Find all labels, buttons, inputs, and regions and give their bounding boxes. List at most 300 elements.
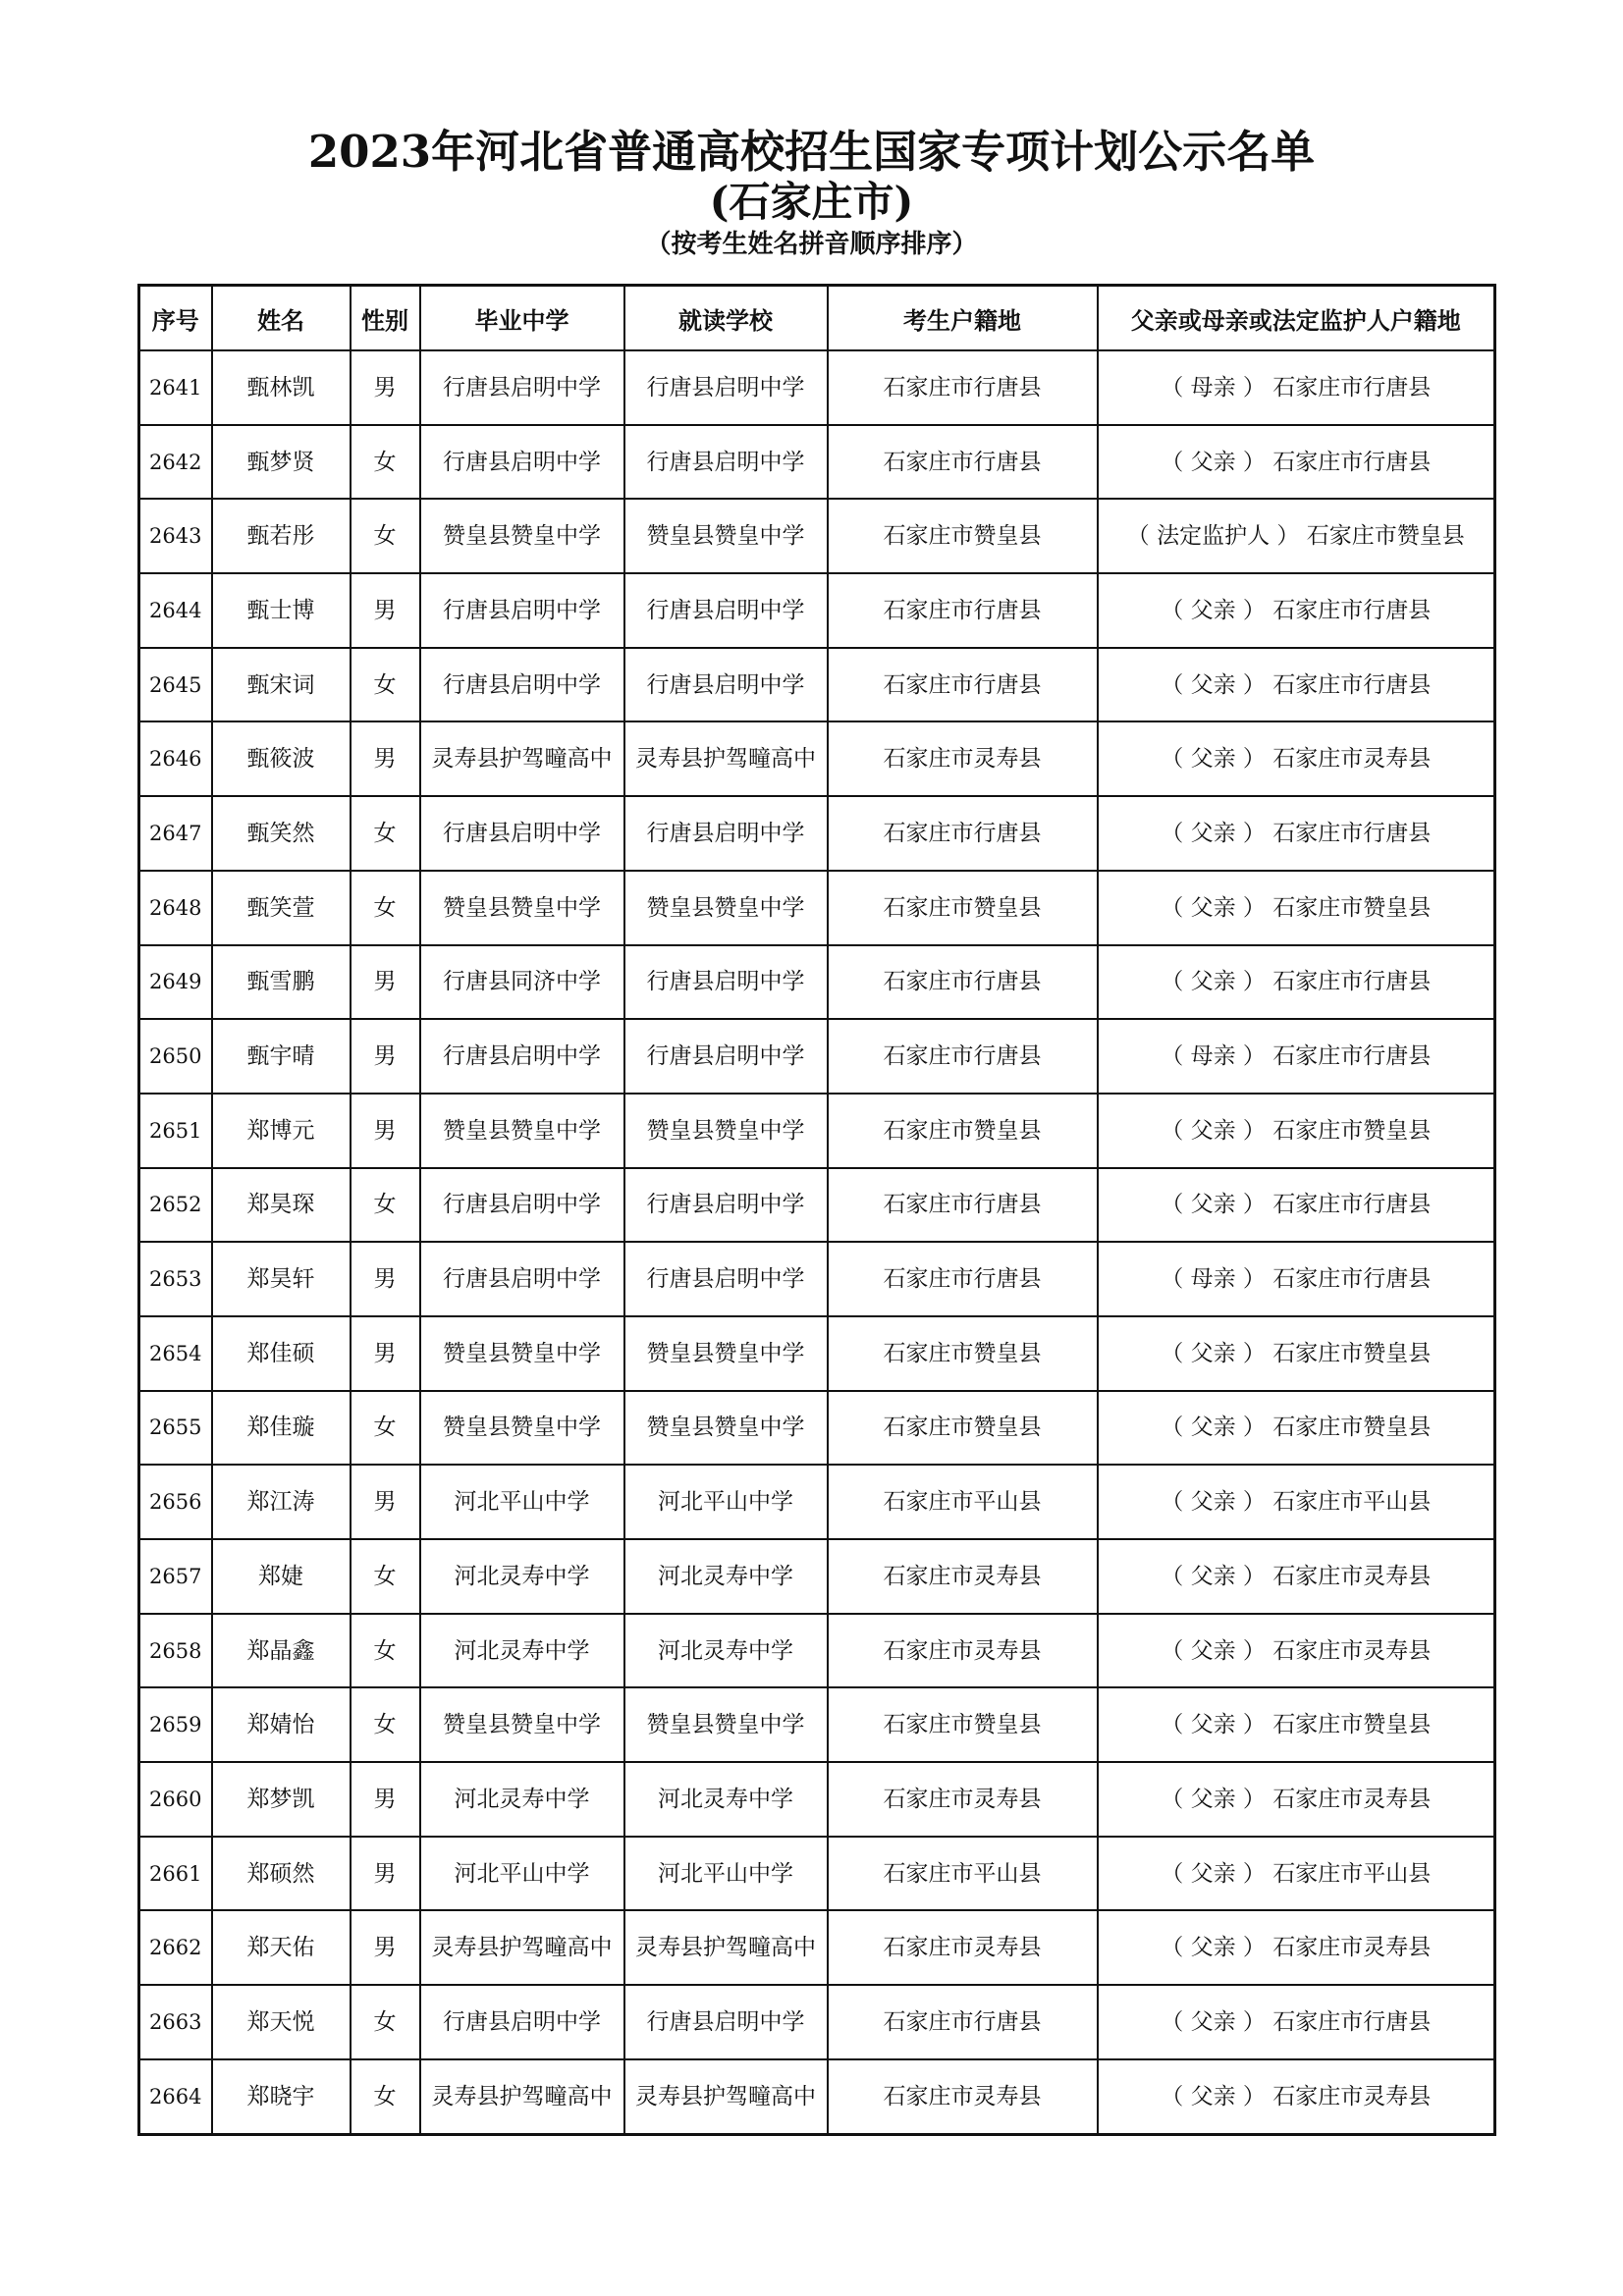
gender-cell: 女	[351, 1985, 420, 2059]
current-school-cell: 灵寿县护驾疃高中	[624, 2059, 828, 2134]
hukou-cell: 石家庄市灵寿县	[828, 1762, 1098, 1837]
seq-cell: 2657	[139, 1539, 212, 1614]
current-school-cell: 赞皇县赞皇中学	[624, 1094, 828, 1168]
open-paren: （	[1161, 1489, 1191, 1516]
parent-hukou-cell	[1098, 425, 1495, 500]
parent-place: 石家庄市灵寿县	[1272, 2083, 1432, 2109]
parent-hukou-cell	[1098, 1019, 1495, 1094]
gender-cell: 男	[351, 1465, 420, 1539]
parent-place: 石家庄市赞皇县	[1272, 1117, 1432, 1144]
relation-label: 父亲	[1190, 1415, 1236, 1441]
open-paren: （	[1161, 820, 1191, 846]
close-paren: ）	[1235, 746, 1273, 773]
relation-label: 父亲	[1190, 1860, 1236, 1887]
seq-cell: 2659	[139, 1687, 212, 1762]
table-row	[139, 1762, 1495, 1837]
open-paren: （	[1161, 746, 1191, 773]
grad-school-cell: 行唐县启明中学	[420, 573, 624, 648]
table-row	[139, 1242, 1495, 1316]
hukou-cell: 石家庄市赞皇县	[828, 871, 1098, 945]
name-cell: 郑婧怡	[212, 1687, 351, 1762]
name-cell: 郑天悦	[212, 1985, 351, 2059]
open-paren: （	[1161, 1786, 1191, 1812]
sort-note: （按考生姓名拼音顺序排序）	[645, 230, 978, 259]
grad-school-cell: 河北灵寿中学	[420, 1762, 624, 1837]
gender-cell: 男	[351, 1242, 420, 1316]
close-paren: ）	[1235, 597, 1273, 623]
gender-cell: 男	[351, 1837, 420, 1911]
parent-place: 石家庄市灵寿县	[1272, 1563, 1432, 1589]
parent-place: 石家庄市行唐县	[1272, 820, 1432, 846]
gender-cell: 女	[351, 499, 420, 573]
relation-label: 母亲	[1190, 1043, 1236, 1070]
parent-hukou-cell	[1098, 573, 1495, 648]
name-cell: 郑天佑	[212, 1910, 351, 1985]
name-cell: 甄笑然	[212, 796, 351, 871]
current-school-cell: 行唐县启明中学	[624, 648, 828, 722]
hukou-cell: 石家庄市行唐县	[828, 350, 1098, 425]
name-cell: 郑梦凯	[212, 1762, 351, 1837]
gender-cell: 女	[351, 1391, 420, 1466]
open-paren: （	[1161, 1563, 1191, 1589]
relation-label: 父亲	[1190, 820, 1236, 846]
current-school-cell: 河北灵寿中学	[624, 1614, 828, 1688]
gender-cell: 男	[351, 350, 420, 425]
parent-place: 石家庄市行唐县	[1272, 671, 1432, 698]
parent-hukou-cell	[1098, 499, 1495, 573]
hukou-cell: 石家庄市灵寿县	[828, 1539, 1098, 1614]
table-row	[139, 1316, 1495, 1391]
table-row	[139, 1168, 1495, 1243]
relation-label: 父亲	[1190, 1563, 1236, 1589]
open-paren: （	[1161, 1415, 1191, 1441]
header-gender: 性别	[351, 286, 420, 351]
hukou-cell: 石家庄市灵寿县	[828, 1614, 1098, 1688]
seq-cell: 2645	[139, 648, 212, 722]
table-row	[139, 573, 1495, 648]
hukou-cell: 石家庄市赞皇县	[828, 499, 1098, 573]
seq-cell: 2642	[139, 425, 212, 500]
seq-cell: 2662	[139, 1910, 212, 1985]
current-school-cell: 行唐县启明中学	[624, 1242, 828, 1316]
parent-place: 石家庄市平山县	[1272, 1489, 1432, 1516]
current-school-cell: 行唐县启明中学	[624, 425, 828, 500]
open-paren: （	[1161, 2008, 1191, 2035]
current-school-cell: 行唐县启明中学	[624, 1019, 828, 1094]
parent-hukou-cell	[1098, 945, 1495, 1020]
parent-place: 石家庄市行唐县	[1272, 969, 1432, 995]
relation-label: 父亲	[1190, 1117, 1236, 1144]
seq-cell: 2654	[139, 1316, 212, 1391]
parent-hukou-cell	[1098, 1985, 1495, 2059]
grad-school-cell: 河北灵寿中学	[420, 1614, 624, 1688]
relation-label: 父亲	[1190, 1712, 1236, 1738]
hukou-cell: 石家庄市行唐县	[828, 648, 1098, 722]
parent-place: 石家庄市行唐县	[1272, 449, 1432, 475]
current-school-cell: 行唐县启明中学	[624, 573, 828, 648]
grad-school-cell: 行唐县启明中学	[420, 350, 624, 425]
hukou-cell: 石家庄市灵寿县	[828, 1910, 1098, 1985]
table-row	[139, 1391, 1495, 1466]
close-paren: ）	[1235, 1935, 1273, 1961]
relation-label: 父亲	[1190, 1192, 1236, 1218]
hukou-cell: 石家庄市灵寿县	[828, 2059, 1098, 2134]
current-school-cell: 行唐县启明中学	[624, 1985, 828, 2059]
grad-school-cell: 河北灵寿中学	[420, 1539, 624, 1614]
relation-label: 父亲	[1190, 2008, 1236, 2035]
grad-school-cell: 灵寿县护驾疃高中	[420, 2059, 624, 2134]
page-title: 2023年河北省普通高校招生国家专项计划公示名单	[307, 126, 1316, 178]
table-row	[139, 1985, 1495, 2059]
table-row	[139, 1539, 1495, 1614]
current-school-cell: 河北平山中学	[624, 1837, 828, 1911]
table-row	[139, 1465, 1495, 1539]
open-paren: （	[1161, 1192, 1191, 1218]
name-cell: 郑硕然	[212, 1837, 351, 1911]
hukou-cell: 石家庄市行唐县	[828, 945, 1098, 1020]
relation-label: 父亲	[1190, 671, 1236, 698]
current-school-cell: 行唐县启明中学	[624, 796, 828, 871]
gender-cell: 女	[351, 871, 420, 945]
name-cell: 郑晓宇	[212, 2059, 351, 2134]
parent-place: 石家庄市行唐县	[1272, 1043, 1432, 1070]
close-paren: ）	[1235, 2008, 1273, 2035]
seq-cell: 2660	[139, 1762, 212, 1837]
parent-place: 石家庄市灵寿县	[1272, 1935, 1432, 1961]
grad-school-cell: 行唐县启明中学	[420, 1242, 624, 1316]
hukou-cell: 石家庄市赞皇县	[828, 1391, 1098, 1466]
parent-hukou-cell	[1098, 1168, 1495, 1243]
close-paren: ）	[1235, 1637, 1273, 1664]
table-row	[139, 350, 1495, 425]
name-cell: 甄笑萱	[212, 871, 351, 945]
name-cell: 甄若彤	[212, 499, 351, 573]
header-seq: 序号	[139, 286, 212, 351]
table-row	[139, 648, 1495, 722]
grad-school-cell: 行唐县启明中学	[420, 648, 624, 722]
close-paren: ）	[1235, 1117, 1273, 1144]
hukou-cell: 石家庄市平山县	[828, 1837, 1098, 1911]
current-school-cell: 赞皇县赞皇中学	[624, 1687, 828, 1762]
seq-cell: 2643	[139, 499, 212, 573]
name-cell: 郑昊琛	[212, 1168, 351, 1243]
hukou-cell: 石家庄市行唐县	[828, 1242, 1098, 1316]
seq-cell: 2658	[139, 1614, 212, 1688]
header-grad-school: 毕业中学	[420, 286, 624, 351]
name-cell: 郑博元	[212, 1094, 351, 1168]
close-paren: ）	[1235, 1489, 1273, 1516]
relation-label: 父亲	[1190, 1489, 1236, 1516]
current-school-cell: 行唐县启明中学	[624, 1168, 828, 1243]
parent-hukou-cell	[1098, 796, 1495, 871]
close-paren: ）	[1235, 1192, 1273, 1218]
seq-cell: 2656	[139, 1465, 212, 1539]
open-paren: （	[1161, 894, 1191, 921]
gender-cell: 男	[351, 1316, 420, 1391]
relation-label: 母亲	[1190, 374, 1236, 400]
close-paren: ）	[1235, 1786, 1273, 1812]
seq-cell: 2648	[139, 871, 212, 945]
seq-cell: 2661	[139, 1837, 212, 1911]
open-paren: （	[1161, 671, 1191, 698]
seq-cell: 2650	[139, 1019, 212, 1094]
relation-label: 母亲	[1190, 1266, 1236, 1293]
open-paren: （	[1161, 2083, 1191, 2109]
hukou-cell: 石家庄市行唐县	[828, 425, 1098, 500]
grad-school-cell: 河北平山中学	[420, 1837, 624, 1911]
seq-cell: 2653	[139, 1242, 212, 1316]
parent-hukou-cell	[1098, 1391, 1495, 1466]
relation-label: 父亲	[1190, 894, 1236, 921]
hukou-cell: 石家庄市行唐县	[828, 1019, 1098, 1094]
parent-hukou-cell	[1098, 1539, 1495, 1614]
gender-cell: 男	[351, 1019, 420, 1094]
name-cell: 郑昊轩	[212, 1242, 351, 1316]
open-paren: （	[1161, 449, 1191, 475]
parent-place: 石家庄市赞皇县	[1272, 1415, 1432, 1441]
gender-cell: 男	[351, 945, 420, 1020]
open-paren: （	[1161, 1712, 1191, 1738]
open-paren: （	[1161, 597, 1191, 623]
parent-hukou-cell	[1098, 1687, 1495, 1762]
grad-school-cell: 灵寿县护驾疃高中	[420, 721, 624, 796]
close-paren: ）	[1235, 1712, 1273, 1738]
close-paren: ）	[1235, 374, 1273, 400]
seq-cell: 2646	[139, 721, 212, 796]
gender-cell: 女	[351, 425, 420, 500]
roster-body	[139, 350, 1495, 2134]
current-school-cell: 河北灵寿中学	[624, 1762, 828, 1837]
close-paren: ）	[1235, 1415, 1273, 1441]
gender-cell: 女	[351, 2059, 420, 2134]
parent-hukou-cell	[1098, 721, 1495, 796]
relation-label: 父亲	[1190, 746, 1236, 773]
gender-cell: 男	[351, 1762, 420, 1837]
gender-cell: 女	[351, 1539, 420, 1614]
parent-hukou-cell	[1098, 1614, 1495, 1688]
current-school-cell: 河北平山中学	[624, 1465, 828, 1539]
table-row	[139, 1687, 1495, 1762]
name-cell: 甄宇晴	[212, 1019, 351, 1094]
close-paren: ）	[1235, 1340, 1273, 1366]
relation-label: 父亲	[1190, 1786, 1236, 1812]
open-paren: （	[1161, 1860, 1191, 1887]
grad-school-cell: 赞皇县赞皇中学	[420, 499, 624, 573]
hukou-cell: 石家庄市行唐县	[828, 796, 1098, 871]
current-school-cell: 行唐县启明中学	[624, 350, 828, 425]
close-paren: ）	[1235, 1860, 1273, 1887]
parent-place: 石家庄市行唐县	[1272, 2008, 1432, 2035]
close-paren: ）	[1270, 523, 1307, 550]
gender-cell: 女	[351, 1687, 420, 1762]
name-cell: 郑晶鑫	[212, 1614, 351, 1688]
table-row	[139, 425, 1495, 500]
name-cell: 郑婕	[212, 1539, 351, 1614]
grad-school-cell: 行唐县启明中学	[420, 1019, 624, 1094]
parent-place: 石家庄市行唐县	[1272, 597, 1432, 623]
parent-hukou-cell	[1098, 1316, 1495, 1391]
table-row	[139, 1837, 1495, 1911]
open-paren: （	[1161, 1117, 1191, 1144]
gender-cell: 女	[351, 796, 420, 871]
grad-school-cell: 赞皇县赞皇中学	[420, 1391, 624, 1466]
hukou-cell: 石家庄市赞皇县	[828, 1687, 1098, 1762]
open-paren: （	[1161, 1935, 1191, 1961]
gender-cell: 男	[351, 1094, 420, 1168]
hukou-cell: 石家庄市赞皇县	[828, 1094, 1098, 1168]
seq-cell: 2651	[139, 1094, 212, 1168]
parent-hukou-cell	[1098, 871, 1495, 945]
name-cell: 甄梦贤	[212, 425, 351, 500]
seq-cell: 2655	[139, 1391, 212, 1466]
grad-school-cell: 赞皇县赞皇中学	[420, 1316, 624, 1391]
seq-cell: 2663	[139, 1985, 212, 2059]
grad-school-cell: 行唐县启明中学	[420, 796, 624, 871]
close-paren: ）	[1235, 1563, 1273, 1589]
relation-label: 父亲	[1190, 597, 1236, 623]
parent-place: 石家庄市赞皇县	[1306, 523, 1465, 550]
header-name: 姓名	[212, 286, 351, 351]
seq-cell: 2647	[139, 796, 212, 871]
current-school-cell: 赞皇县赞皇中学	[624, 871, 828, 945]
close-paren: ）	[1235, 820, 1273, 846]
name-cell: 甄雪鹏	[212, 945, 351, 1020]
seq-cell: 2664	[139, 2059, 212, 2134]
hukou-cell: 石家庄市行唐县	[828, 573, 1098, 648]
name-cell: 郑江涛	[212, 1465, 351, 1539]
hukou-cell: 石家庄市赞皇县	[828, 1316, 1098, 1391]
relation-label: 父亲	[1190, 2083, 1236, 2109]
parent-hukou-cell	[1098, 1242, 1495, 1316]
header-current-school: 就读学校	[624, 286, 828, 351]
table-row	[139, 945, 1495, 1020]
table-row	[139, 871, 1495, 945]
current-school-cell: 灵寿县护驾疃高中	[624, 1910, 828, 1985]
hukou-cell: 石家庄市平山县	[828, 1465, 1098, 1539]
parent-hukou-cell	[1098, 1094, 1495, 1168]
hukou-cell: 石家庄市行唐县	[828, 1168, 1098, 1243]
grad-school-cell: 赞皇县赞皇中学	[420, 871, 624, 945]
header-hukou: 考生户籍地	[828, 286, 1098, 351]
grad-school-cell: 赞皇县赞皇中学	[420, 1687, 624, 1762]
current-school-cell: 行唐县启明中学	[624, 945, 828, 1020]
current-school-cell: 赞皇县赞皇中学	[624, 499, 828, 573]
relation-label: 法定监护人	[1157, 523, 1271, 550]
table-row	[139, 1614, 1495, 1688]
parent-place: 石家庄市赞皇县	[1272, 1340, 1432, 1366]
close-paren: ）	[1235, 671, 1273, 698]
table-row	[139, 2059, 1495, 2134]
parent-hukou-cell	[1098, 350, 1495, 425]
open-paren: （	[1161, 374, 1191, 400]
parent-hukou-cell	[1098, 1910, 1495, 1985]
grad-school-cell: 赞皇县赞皇中学	[420, 1094, 624, 1168]
grad-school-cell: 行唐县启明中学	[420, 425, 624, 500]
parent-hukou-cell	[1098, 1837, 1495, 1911]
open-paren: （	[1161, 1266, 1191, 1293]
parent-hukou-cell	[1098, 648, 1495, 722]
hukou-cell: 石家庄市行唐县	[828, 1985, 1098, 2059]
name-cell: 甄林凯	[212, 350, 351, 425]
seq-cell: 2644	[139, 573, 212, 648]
name-cell: 甄士博	[212, 573, 351, 648]
close-paren: ）	[1235, 894, 1273, 921]
hukou-cell: 石家庄市灵寿县	[828, 721, 1098, 796]
close-paren: ）	[1235, 449, 1273, 475]
roster-table	[137, 284, 1496, 2136]
parent-place: 石家庄市灵寿县	[1272, 1786, 1432, 1812]
name-cell: 郑佳璇	[212, 1391, 351, 1466]
current-school-cell: 赞皇县赞皇中学	[624, 1391, 828, 1466]
open-paren: （	[1161, 1043, 1191, 1070]
relation-label: 父亲	[1190, 1637, 1236, 1664]
table-row	[139, 721, 1495, 796]
grad-school-cell: 行唐县启明中学	[420, 1985, 624, 2059]
close-paren: ）	[1235, 1043, 1273, 1070]
header-parent-hukou: 父亲或母亲或法定监护人户籍地	[1098, 286, 1495, 351]
parent-place: 石家庄市行唐县	[1272, 374, 1432, 400]
gender-cell: 男	[351, 721, 420, 796]
seq-cell: 2652	[139, 1168, 212, 1243]
parent-place: 石家庄市灵寿县	[1272, 746, 1432, 773]
table-row	[139, 796, 1495, 871]
parent-place: 石家庄市赞皇县	[1272, 1712, 1432, 1738]
name-cell: 甄筱波	[212, 721, 351, 796]
current-school-cell: 河北灵寿中学	[624, 1539, 828, 1614]
table-row	[139, 499, 1495, 573]
parent-place: 石家庄市灵寿县	[1272, 1637, 1432, 1664]
parent-hukou-cell	[1098, 1762, 1495, 1837]
parent-place: 石家庄市行唐县	[1272, 1192, 1432, 1218]
relation-label: 父亲	[1190, 969, 1236, 995]
close-paren: ）	[1235, 2083, 1273, 2109]
gender-cell: 女	[351, 648, 420, 722]
grad-school-cell: 行唐县启明中学	[420, 1168, 624, 1243]
open-paren: （	[1161, 1340, 1191, 1366]
relation-label: 父亲	[1190, 1340, 1236, 1366]
current-school-cell: 灵寿县护驾疃高中	[624, 721, 828, 796]
open-paren: （	[1126, 523, 1158, 550]
page-subtitle: (石家庄市)	[709, 178, 914, 226]
parent-hukou-cell	[1098, 1465, 1495, 1539]
current-school-cell: 赞皇县赞皇中学	[624, 1316, 828, 1391]
parent-place: 石家庄市赞皇县	[1272, 894, 1432, 921]
close-paren: ）	[1235, 969, 1273, 995]
table-row	[139, 1094, 1495, 1168]
relation-label: 父亲	[1190, 1935, 1236, 1961]
close-paren: ）	[1235, 1266, 1273, 1293]
open-paren: （	[1161, 969, 1191, 995]
gender-cell: 男	[351, 1910, 420, 1985]
grad-school-cell: 河北平山中学	[420, 1465, 624, 1539]
parent-place: 石家庄市行唐县	[1272, 1266, 1432, 1293]
table-row	[139, 1910, 1495, 1985]
seq-cell: 2641	[139, 350, 212, 425]
seq-cell: 2649	[139, 945, 212, 1020]
gender-cell: 女	[351, 1168, 420, 1243]
parent-place: 石家庄市平山县	[1272, 1860, 1432, 1887]
open-paren: （	[1161, 1637, 1191, 1664]
gender-cell: 男	[351, 573, 420, 648]
table-row	[139, 1019, 1495, 1094]
name-cell: 郑佳硕	[212, 1316, 351, 1391]
gender-cell: 女	[351, 1614, 420, 1688]
header-row	[139, 286, 1495, 351]
relation-label: 父亲	[1190, 449, 1236, 475]
grad-school-cell: 行唐县同济中学	[420, 945, 624, 1020]
parent-hukou-cell	[1098, 2059, 1495, 2134]
name-cell: 甄宋词	[212, 648, 351, 722]
